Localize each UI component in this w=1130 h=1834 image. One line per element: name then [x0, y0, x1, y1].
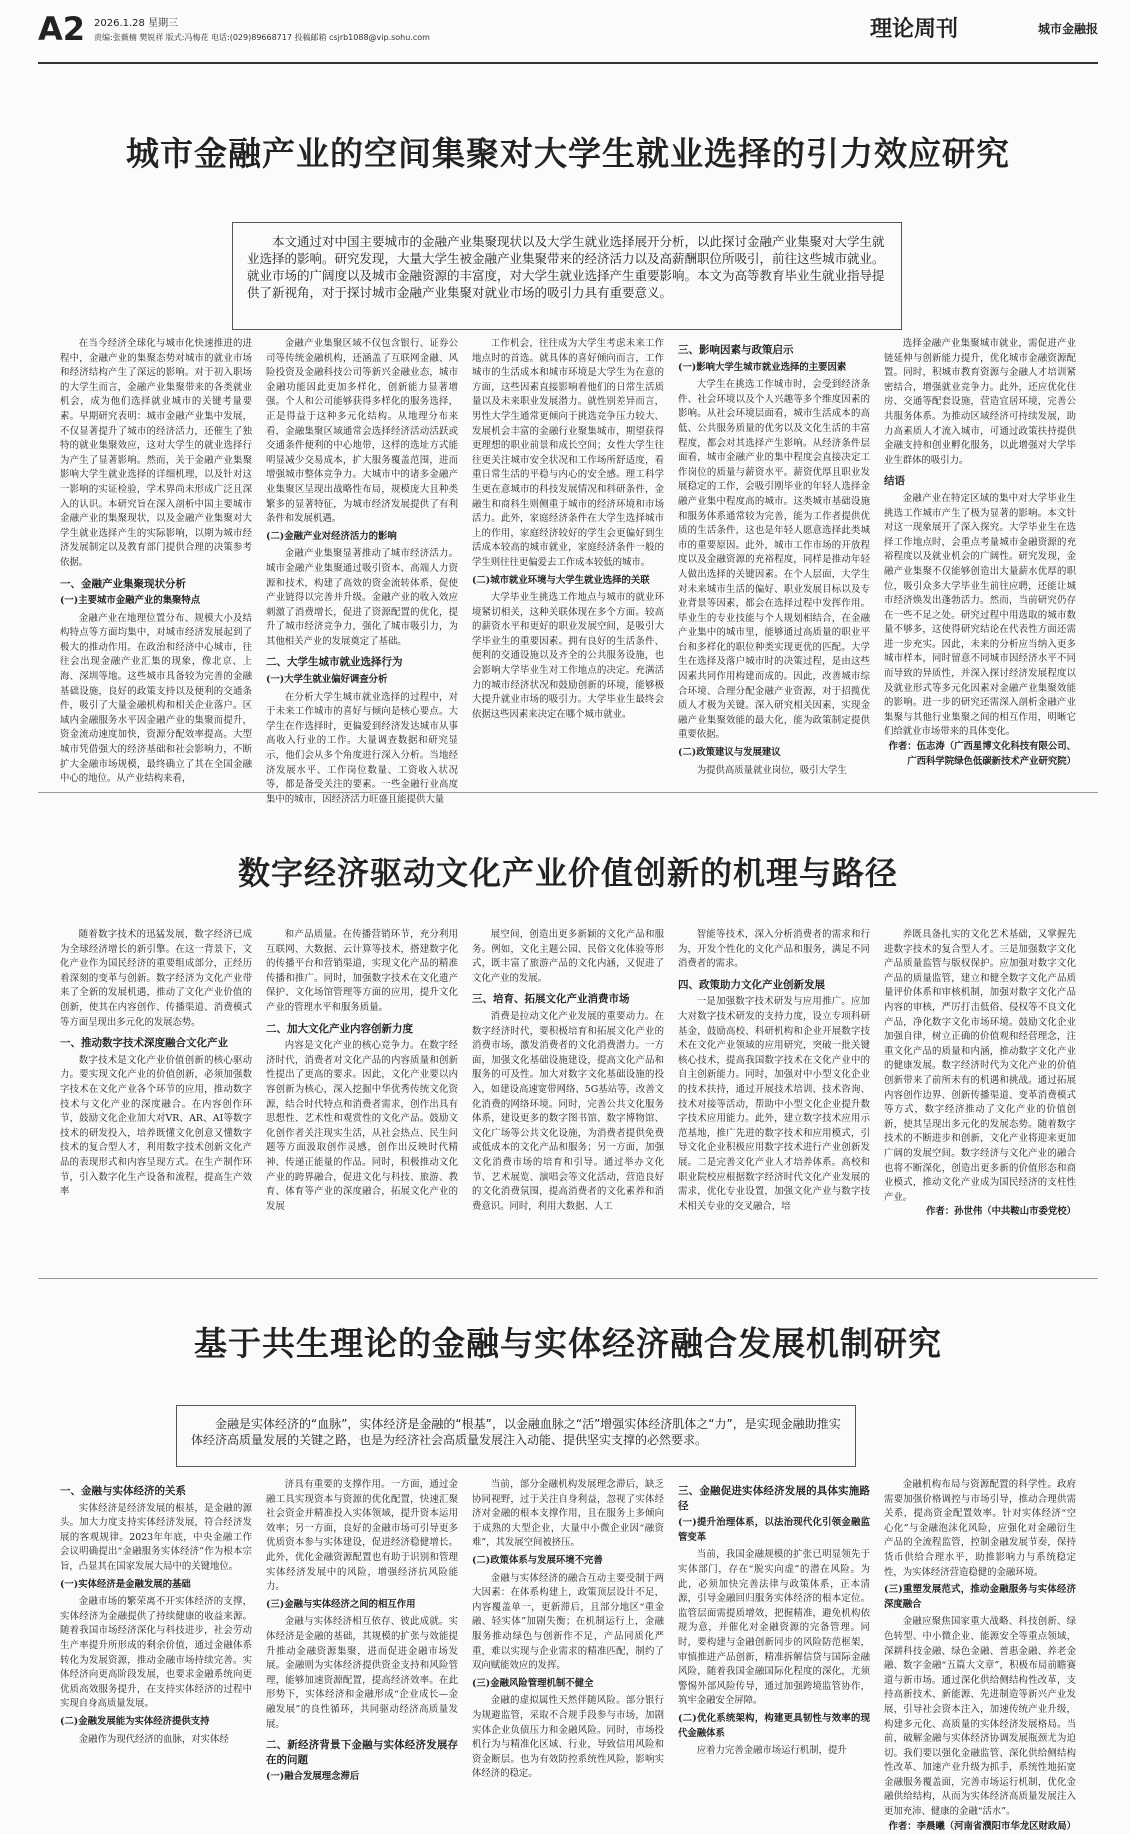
paragraph: 数字技术是文化产业价值创新的核心驱动力。要实现文化产业的价值创新，必须加强数字技术在文化产业各个环节的应用，推动数字技术与文化产业的深度融合。在内容创作环节，鼓励文化企业加大对VR、AR、AI等数字技术的研发投入，培养既懂文化创意又懂数字技术的复合型人才，利用数字技术创新文化产品的表现形式和内容呈现方式。在生产制作环节，引入数字化生产设备和流程，提高生产效率 [60, 1054, 252, 1198]
sub-heading: (二)优化系统架构，构建更具韧性与效率的现代金融体系 [678, 1712, 870, 1739]
paragraph: 智能等技术，深入分析消费者的需求和行为，开发个性化的文化产品和服务，满足不同消费者的需求。 [678, 929, 870, 970]
article1-col4 [678, 337, 870, 782]
section-heading: 一、推动数字技术深度融合文化产业 [60, 1037, 228, 1050]
article1-body [60, 337, 1076, 805]
article-divider [38, 792, 1098, 793]
page-number: A2 [38, 10, 86, 48]
sub-heading: (三)金融风险管理机制不健全 [472, 1677, 594, 1689]
paragraph: 工作机会，往往成为大学生考虑未来工作地点时的首选。就具体的喜好倾向而言，工作城市的生活成本和城市环境是大学生为在意的方面，这些因素直接影响着他们的日常生活质量以及未来职业发展潜力。就性别差异而言，男性大学生通常更倾向于挑选竞争压力较大、发展机会丰富的金融行业聚集城市，期望获得更理想的职业前景和成长空间；女性大学生往往更关注城市安全状况和工作场所舒适度，看重日常生活的平稳与内心的安全感。理工科学生更在意城市的科技发展情况和科研条件，金融生和商科生则侧重于城市的经济环境和市场活力。此外，家庭经济条件在大学生选择城市上的作用，家庭经济较好的学生会更偏好到生活成本较高的城市就业，家庭经济条件一般的学生则往往更偏爱去工作成本较低的城市。 [472, 338, 664, 568]
sub-heading: (三)金融与实体经济之间的相互作用 [266, 1598, 416, 1610]
article3-col5 [884, 1478, 1076, 1832]
paragraph: 金融产业在地理位置分布、规模大小及结构特点等方面均集中，对城市经济发展起到了极大的推动作用。在政治和经济中心城市，往往会出现金融产业汇集的现象，像北京、上海、深圳等地。这些城市具备较为完善的金融基础设施，良好的政策支持以及便利的交通条件，吸引了大量金融机构和相关企业落户。区域内金融服务水平因金融产业的集聚而提升，资金流动速度加快，资源分配效率提高。大型城市凭借强大的经济基础和社会影响力，不断扩大金融市场规模，最终确立了其在全国金融中心的地位。从产业结构来看， [60, 612, 252, 785]
article3-col3 [472, 1478, 664, 1798]
sub-heading: (一)大学生就业偏好调查分析 [266, 674, 388, 686]
section-heading: 三、培育、拓展文化产业消费市场 [472, 993, 630, 1006]
paragraph: 实体经济是经济发展的根基，是金融的源头。加大力度支持实体经济发展，符合经济发展的客观规律。2023年年底，中央金融工作会议明确提出“金融服务实体经济”作为根本宗旨，凸显其在国家发展大局中的关键地位。 [60, 1502, 252, 1572]
article1-title: 城市金融产业的空间集聚对大学生就业选择的引力效应研究 [126, 134, 1010, 173]
sub-heading: (二)政策体系与发展环境不完善 [472, 1554, 603, 1566]
paper-name: 城市金融报 [1037, 22, 1098, 36]
sub-heading: (一)主要城市金融产业的集聚特点 [60, 595, 201, 607]
article3-title: 基于共生理论的金融与实体经济融合发展机制研究 [194, 1324, 942, 1363]
paragraph: 随着数字技术的迅猛发展，数字经济已成为全球经济增长的新引擎。在这一背景下，文化产业作为国民经济的重要组成部分，正经历着深刻的变革与创新。数字经济为文化产业带来了全新的发展机遇，推动了文化产业价值的创新，使其在内容创作、传播渠道、消费模式等方面呈现出多元化的发展态势。 [60, 929, 252, 1028]
paragraph: 金融与实体经济的融合互动主要受制于两大因素：在体系构建上，政策顶层设计不足，内容覆盖单一，更新滞后，且部分地区“重金融、轻实体”加剧失衡；在机制运行上，金融服务推动绿色与创新作不足，产品同质化严重，难以实现与企业需求的精准匹配，制约了双向赋能效应的发挥。 [472, 1572, 664, 1672]
paragraph: 济具有重要的支撑作用。一方面，通过金融工具实现资本与资源的优化配置，快速汇聚社会资金并精准投入实体领域，提升资本运用效率；另一方面，良好的金融市场可引导更多优质资本参与实体建设，促进经济稳健增长。此外，优化金融资源配置也有助于识别和管理实体经济发展中的风险，增强经济抗风险能力。 [266, 1479, 458, 1593]
sub-heading: (一)提升治理体系，以法治现代化引领金融监管变革 [678, 1517, 870, 1543]
paragraph: 养既具备扎实的文化艺术基础，又掌握先进数字技术的复合型人才。三是加强数字文化产品质量监管与版权保护。应加强对数字文化产品的质量监管，建立和健全数字文化产品质量评价体系和审核机制，加强对数字文化产品内容的审核，严厉打击低俗、侵权等不良文化产品，净化数字文化市场环境。鼓励文化企业加强自律，树立正确的价值观和经营理念，注重文化产品的质量和内涵，推动数字文化产业的健康发展。数字经济时代为文化产业的价值创新带来了前所未有的机遇和挑战。通过拓展内容创作边界、创新传播渠道、变革消费模式等方式，数字经济推动了文化产业的价值创新，使其呈现出多元化的发展态势。随着数字技术的不断进步和创新，文化产业将迎来更加广阔的发展空间。数字经济与文化产业的融合也将不断深化，创造出更多新的价值形态和商业模式，推动文化产业成为国民经济的支柱性产业。 [884, 929, 1076, 1203]
article3-col4 [678, 1478, 870, 1798]
editor-line: 责编:张薇楠 樊锐祥 版式:冯梅花 电话:(029)89668717 投稿邮箱 csjrb1088@vip.sohu.com [94, 33, 430, 42]
paragraph: 在当今经济全球化与城市化快速推进的进程中，金融产业的集聚态势对城市的就业市场和经济结构产生了深远的影响。对于初入职场的大学生而言，金融产业集聚带来的各类就业机会，成为他们选择就业城市的关键考量要素。早期研究表明：城市金融产业集中发展，不仅显著提升了城市的经济活力，还催生了独特的就业集聚效应，这对大学生的就业选择行为产生了显著影响。然而，关于金融产业集聚影响大学生就业选择的详细机理，以及针对这一影响的实证检验，学术界尚未形成广泛且深入的认识。本研究旨在深入剖析中国主要城市金融产业的集聚现状，以及金融产业集聚对大学生就业选择产生的实际影响，以期为城市经济发展制定以及教育部门提供合理的决策参考依据。 [60, 338, 252, 568]
paragraph: 金融产业在特定区域的集中对大学毕业生挑选工作城市产生了极为显著的影响。本文针对这一现象展开了深入探究。大学毕业生在选择工作地点时，会重点考量城市金融资源的充裕程度以及就业机会的广阔性。研究发现，金融产业集聚不仅能够创造出大量薪水优厚的职位，吸引众多大学毕业生前往应聘，还能让城市经济焕发出蓬勃活力。然而，当前研究仍存在一些不足之处。研究过程中用选取的城市数量不够多，这使得研究结论在代表性方面还需进一步充实。因此，未来的分析应当纳入更多城市样本，同时留意不同城市因经济水平不同而导致的异质性，并深入探讨经济发展程度以及就业形式等多元化因素对金融产业集聚效能的影响。进一步的研究还需深入剖析金融产业集聚与其他行业集聚之间的相互作用，明晰它们给就业市场带来的具体变化。 [884, 492, 1076, 738]
sub-heading: (二)金融产业对经济活力的影响 [266, 530, 397, 542]
article2-col5 [884, 928, 1076, 1268]
paragraph: 当前，我国金融规模的扩张已明显领先于实体部门，存在“脱实向虚”的潜在风险。为此，必须加快完善法律与政策体系，正本清源，引导金融回归服务实体经济的根本定位。监管层面需提质增效，把握精准，避免机构依规为意，并催化对金融资源的完备管理。同时，要构建与金融创新同步的风险防范框架，审慎推进产品创新，精准拆解信贷与国际金融风险，随着我国金融国际化程度的深化，尤须警惕外部风险传导，通过加强跨境监管协作，筑牢金融安全屏障。 [678, 1549, 870, 1707]
paragraph: 大学毕业生挑选工作地点与城市的就业环境紧切相关，这种关联体现在多个方面。较高的薪资水平和更好的职业发展空间，是吸引大学毕业生的重要因素。拥有良好的生活条件、便利的交通设施以及齐全的公共服务设施，也会影响大学毕业生对工作地点的决定。充满活力的城市经济状况和鼓励创新的环境，能够极大提升就业市场的吸引力。大学毕业生最终会依据这些因素来决定在哪个城市就业。 [472, 592, 664, 720]
article2-col1 [60, 928, 252, 1268]
author-line: 作者：伍志涛（广西星博文化科技有限公司、广西科学院绿色低碳新技术产业研究院） [888, 741, 1076, 767]
section-heading: 三、金融促进实体经济发展的具体实施路径 [678, 1485, 870, 1512]
paragraph: 金融产业集聚显著推动了城市经济活力。城市金融产业集聚通过吸引资本、高端人力资源和技术，构建了高效的资金流转体系，促使产业链得以完善并升级。金融产业的收入效应刺激了消费增长，促进了资源配置的优化，提升了城市经济竞争力，强化了城市吸引力，为其他相关产业的发展奠定了基础。 [266, 548, 458, 647]
paragraph: 金融的虚拟属性天然伴随风险。部分银行为规避监管，采取不合规手段参与市场，加剧实体企业负债压力和金融风险。同时，市场投机行为与精准化区域、行业，导致信用风险和资金断层。也为有效防控系统性风险，影响实体经济的稳定。 [472, 1695, 664, 1780]
paragraph: 内容是文化产业的核心竞争力。在数字经济时代，消费者对文化产品的内容质量和创新性提出了更高的要求。因此，文化产业要以内容创新为核心，深入挖掘中华优秀传统文化资源，结合时代特点和消费者需求，创作出具有思想性、艺术性和观赏性的文化产品。鼓励文化创作者关注现实生活，从社会热点、民生问题等方面汲取创作灵感，创作出反映时代精神、传递正能量的作品。同时，积极推动文化产业的跨界融合，促进文化与科技、旅游、教育、体育等产业的深度融合，拓展文化产业的发展 [266, 1040, 458, 1212]
article2-body [60, 928, 1076, 1268]
section-heading: 三、影响因素与政策启示 [678, 344, 794, 356]
section-heading: 二、加大文化产业内容创新力度 [266, 1022, 413, 1035]
paragraph: 选择金融产业集聚城市就业，需促进产业链延伸与创新能力提升，优化城市金融资源配置。同时，积城市教育资源与金融人才培训紧密结合，增强就业竞争力。此外，还应优化住房、交通等配套设施，营造宜居环境，完善公共服务体系。为推动区域经济可持续发展，助力高素质人才流入城市，可通过政策扶持提供金融支持和创业孵化服务，以此增强对大学毕业生群体的吸引力。 [884, 338, 1076, 466]
paragraph: 消费是拉动文化产业发展的重要动力。在数字经济时代，要积极培育和拓展文化产业的消费市场，激发消费者的文化消费潜力。一方面，加强文化基础设施建设，提高文化产品和服务的可及性。加大对数字文化基础设施的投入，如建设高速宽带网络、5G基站等，改善文化消费的网络环境。同时，完善公共文化服务体系，建设更多的数字图书馆、数字博物馆、文化广场等公共文化设施，为消费者提供免费或低成本的文化产品和服务；另一方面，加强文化消费市场的培育和引导。通过举办文化节、艺术展览、演唱会等文化活动，营造良好的文化消费氛围，提高消费者的文化素养和消费意识。同时，利用大数据、人工 [472, 1010, 664, 1212]
paragraph: 展空间，创造出更多新颖的文化产品和服务。例如，文化主题公园、民俗文化体验等形式，既丰富了旅游产品的文化内涵，又促进了文化产业的发展。 [472, 929, 664, 984]
sub-heading: (三)重塑发展范式，推动金融服务与实体经济深度融合 [884, 1584, 1076, 1610]
article1-col5 [884, 337, 1076, 782]
paragraph: 金融机构布局与资源配置的科学性。政府需要加强价格调控与市场引导，推动合理供需关系，提高资金配置效率。针对实体经济“空心化”与金融泡沫化风险，应强化对金融衍生产品的全流程监管，控制金融发展节奏，保持货币供给合理水平，助推影响力与系统稳定性，为实体经济营造稳健的金融环境。 [884, 1479, 1076, 1578]
paragraph: 一是加强数字技术研发与应用推广。应加大对数字技术研发的支持力度，设立专项科研基金，鼓励高校、科研机构和企业开展数字技术在文化产业领域的应用研究，突破一批关键核心技术，提高我国数字技术在文化产业中的自主创新能力。同时，加强对中小型文化企业的技术扶持，通过开展技术培训、技术咨询、技术对接等活动，帮助中小型文化企业提升数字技术应用能力。此外，建立数字技术应用示范基地，推广先进的数字技术和应用模式，引导文化企业积极应用数字技术进行产业创新发展。二是完善文化产业人才培养体系。高校和职业院校应根据数字经济时代文化产业发展的需求，优化专业设置，加强文化产业与数字技术相关专业的交叉融合，培 [678, 996, 870, 1212]
article-divider [38, 1278, 1098, 1279]
page-header [38, 10, 1098, 60]
paragraph: 金融市场的繁荣离不开实体经济的支撑，实体经济为金融提供了持续健康的收益来源。随着我国市场经济深化与科技进步，社会劳动生产率提升所形成的剩余价值，通过金融体系转化为发展资源，推动金融市场持续完善。实体经济向更高阶段发展，也要求金融系统向更优质高效服务提升，在支持实体经济的过程中实现自身高质量发展。 [60, 1596, 252, 1710]
paragraph: 和产品质量。在传播营销环节，充分利用互联网、大数据、云计算等技术，搭建数字化的传播平台和营销渠道，实现文化产品的精准传播和推广。同时，加强数字技术在文化遗产保护、文化场馆管理等方面的应用，提升文化产业的管理水平和服务质量。 [266, 929, 458, 1013]
section-heading: 结语 [884, 475, 905, 488]
article1-col1 [60, 337, 252, 785]
date-line: 2026.1.28 星期三 [94, 18, 179, 29]
sub-heading: (一)实体经济是金融发展的基础 [60, 1578, 191, 1590]
paragraph: 应着力完善金融市场运行机制，提升 [696, 1745, 847, 1757]
section-heading: 二、大学生城市就业选择行为 [266, 656, 403, 669]
article3-abstract: 金融是实体经济的“血脉”，实体经济是金融的“根基”，以金融血脉之“活”增强实体经济肌体之“力”，是实现金融助推实体经济高质量发展的关键之路，也是为经济社会高质量发展注入动能、提供坚实支撑的必然要求。 [176, 1405, 856, 1467]
paragraph: 当前，部分金融机构发展理念滞后，缺乏协同视野，过于关注自身利益，忽视了实体经济对金融的根本支撑作用，且在服务上多倾向于成熟的大型企业，大量中小微企业因“融资难”，其发展空间被挤压。 [472, 1479, 664, 1549]
sub-heading: (一)融合发展理念滞后 [266, 1771, 360, 1783]
paragraph: 大学生在挑选工作城市时，会受到经济条件、社会环境以及个人兴趣等多个维度因素的影响。从社会环境层面看，城市生活成本的高低、公共服务质量的优劣以及文化生活的丰富程度，都会对其选择产生影响。从经济条件层面看，城市金融产业的集中程度会直接决定工作岗位的质量与薪资水平。薪资优厚且职业发展稳定的工作，会吸引刚毕业的年轻人选择金融产业集中程度高的城市。这类城市基础设施和服务体系通常较为完善，能为工作者提供优质的生活条件，这也是年轻人愿意选择此类城市的重要原因。此外，城市工作市场的开放程度以及金融资源的充裕程度，同样是推动年轻人做出选择的关键因素。在个人层面，大学生对未来城市生活的偏好、职业发展目标以及专业背景等因素，都会在选择过程中发挥作用。毕业生的专业技能与个人规划相结合，在金融产业集中的城市里，能够通过高质量的职业平台和多样化的职位种类实现更优的匹配。大学生在选择及落户城市时的决策过程，是由这些因素共同作用构建而成的。因此，改善城市综合环境、合理分配金融产业资源，对于招揽优质人才极为关键。深入研究相关因素，实现金融产业集聚效能的最大化，能为政策制定提供重要依据。 [678, 379, 870, 741]
header-rule [38, 62, 1098, 64]
paragraph: 在分析大学生城市就业选择的过程中，对于未来工作城市的喜好与倾向是核心要点。大学生在作选择时，更偏爱到经济发达城市从事高收入行业的工作。大量调查数据和研究显示，他们会从多个角度进行深入分析。当地经济发展水平、工作岗位数量、工资收入状况等，都是备受关注的要素。一些金融行业高度集中的城市，因经济活力旺盛且能提供大量 [266, 691, 458, 805]
article2-col2 [266, 928, 458, 1268]
article3-col2 [266, 1478, 458, 1798]
sub-heading: (二)城市就业环境与大学生就业选择的关联 [472, 574, 650, 586]
article2-col3 [472, 928, 664, 1268]
section-heading: 一、金融产业集聚现状分析 [60, 577, 186, 590]
article2-col4 [678, 928, 870, 1268]
article3-body [60, 1478, 1076, 1832]
section-heading: 一、金融与实体经济的关系 [60, 1485, 186, 1497]
sub-heading: (二)金融发展能为实体经济提供支持 [60, 1715, 210, 1727]
article3-col1 [60, 1478, 252, 1798]
author-line: 作者：孙世伟（中共鞍山市委党校） [925, 1206, 1076, 1218]
sub-heading: (二)政策建议与发展建议 [678, 747, 781, 759]
section-heading: 二、新经济背景下金融与实体经济发展存在的问题 [266, 1739, 458, 1766]
paragraph: 金融作为现代经济的血脉，对实体经 [78, 1733, 229, 1745]
paragraph: 为提供高质量就业岗位，吸引大学生 [696, 764, 847, 776]
section-heading: 四、政策助力文化产业创新发展 [678, 978, 825, 991]
article1-abstract: 本文通过对中国主要城市的金融产业集聚现状以及大学生就业选择展开分析，以此探讨金融产业集聚对大学生就业选择的影响。研究发现，大量大学生被金融产业集聚带来的经济活力以及高薪酬职位所吸引，前往这些城市就业。就业市场的广阔度以及城市金融资源的丰富度，对大学生就业选择产生重要影响。本文为高等教育毕业生就业指导提供了新视角，对于探讨城市金融产业集聚对就业市场的吸引力具有重要意义。 [232, 222, 902, 330]
section-title: 理论周刊 [869, 17, 958, 42]
article1-col3 [472, 337, 664, 782]
article1-col2 [266, 337, 458, 805]
article2-title: 数字经济驱动文化产业价值创新的机理与路径 [237, 854, 898, 892]
paragraph: 金融与实体经济相互依存、彼此成就。实体经济是金融的基础，其规模的扩张与效能提升推动金融资源集聚，进而促进金融市场发展。金融则为实体经济提供资金支持和风险管理，能够加速资源配置，提高经济效率。在此形势下，实体经济和金融形成“企业成长—金融发展”的良性循环，共同驱动经济高质量发展。 [266, 1616, 458, 1730]
author-line: 作者：李晨曦（河南省濮阳市华龙区财政局） [888, 1820, 1076, 1832]
sub-heading: (一)影响大学生城市就业选择的主要因素 [678, 361, 847, 373]
paragraph: 金融产业集聚区域不仅包含银行、证券公司等传统金融机构，还涵盖了互联网金融、风险投资及金融科技公司等新兴金融业态，城市金融功能因此更加多样化，创新能力显著增强。个人和公司能够获得多样化的服务选择，正是得益于这种多元化结构。从地理分布来看，金融集聚区域通常会选择经济活动活跃或交通条件便利的中心地带，这样的选址方式能明显减少交易成本，扩大服务覆盖范围，进而增强城市整体竞争力。大城市中的诸多金融产业集聚区呈现出战略性布局，规模庞大且种类繁多的显著特征，为城市经济发展提供了有利条件和发展机遇。 [266, 338, 458, 525]
paragraph: 金融应聚焦国家重大战略、科技创新、绿色转型、中小微企业、能源安全等重点领域，深耕科技金融、绿色金融、普惠金融、养老金融、数字金融“五篇大文章”，积极布局前瞻赛道与新市场。通过深化供给侧结构性改革，支持高新技术、新能源、先进制造等新兴产业发展，引导社会资本注入，加速传统产业升级，构建多元化、高质量的实体经济发展格局。当前，破解金融与实体经济协调发展瓶颈尤为迫切。我们要以强化金融监管、深化供给侧结构性改革、加速产业升级为抓手，系统性地拓宽金融服务覆盖面，完善市场运行机制，优化金融供给结构，从而为实体经济高质量发展注入更加充沛、健康的金融“活水”。 [884, 1616, 1076, 1818]
